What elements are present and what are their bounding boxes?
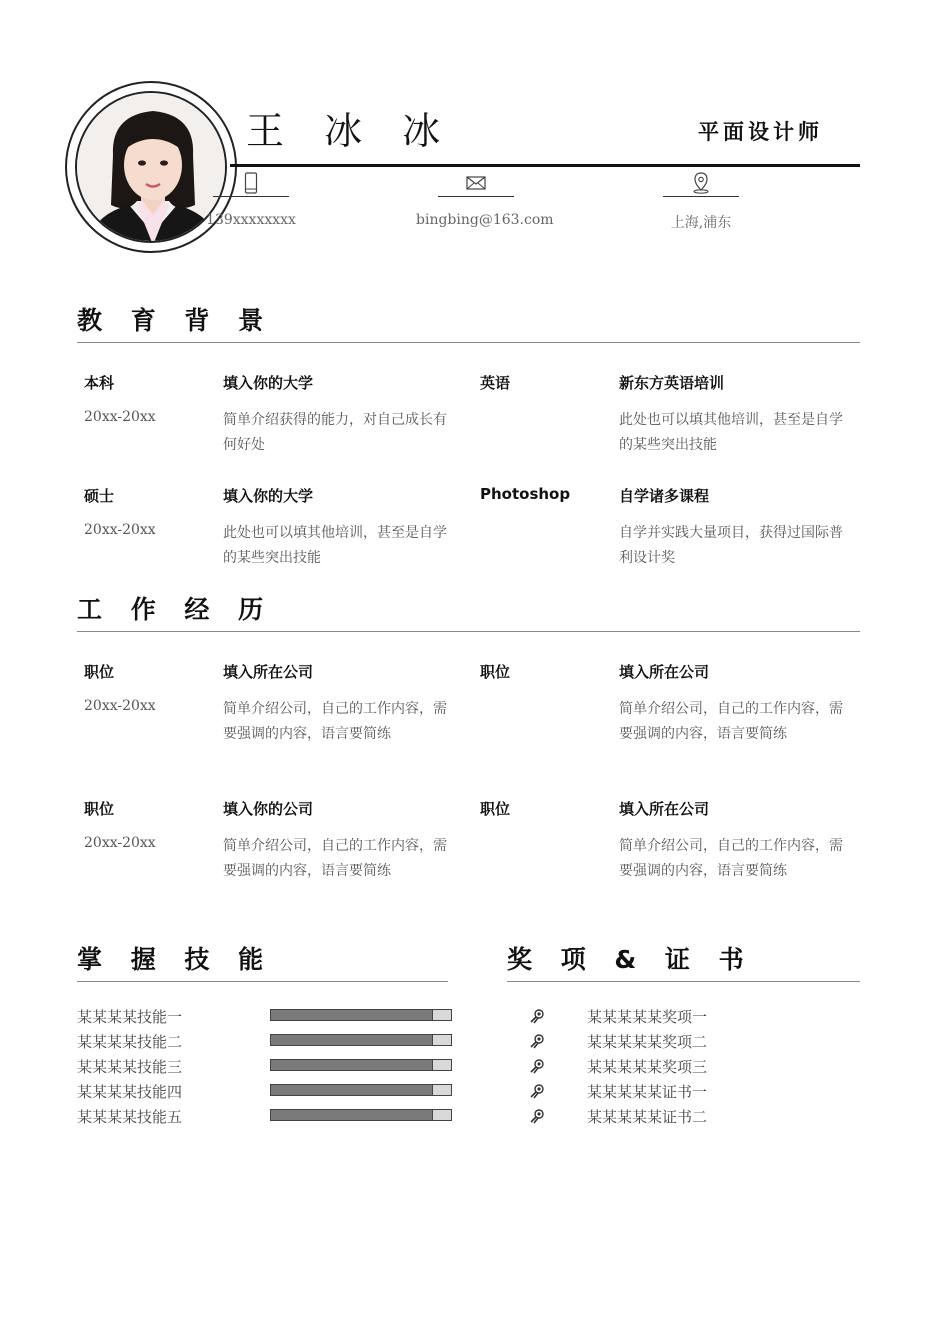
entry-description: 简单介绍公司，自己的工作内容，需要强调的内容，语言要简练 [223,838,447,879]
location-text: 上海,浦东 [670,215,732,231]
skill-label: 某某某某技能五 [77,1108,183,1126]
company-name: 填入所在公司 [619,800,710,818]
company-name: 填入你的公司 [223,800,314,818]
position-label: 职位 [480,663,511,681]
degree-label: 硕士 [84,487,115,505]
contact-location [641,172,761,232]
contact-phone [191,172,311,228]
company-name: 填入所在公司 [223,663,314,681]
entry-description: 此处也可以填其他培训，甚至是自学的某些突出技能 [619,412,843,453]
school-name: 新东方英语培训 [619,374,725,392]
skill-row [77,1106,457,1126]
skill-level-fill [271,1110,433,1120]
skills-divider [77,981,448,982]
awards-heading: 奖 项 & 证 书 [507,945,754,974]
work-divider [77,631,860,632]
entry-description: 简单介绍公司，自己的工作内容，需要强调的内容，语言要简练 [223,701,447,742]
mail-icon [416,172,536,196]
award-item [528,1056,858,1076]
award-text: 某某某某某证书一 [587,1083,708,1101]
work-heading: 工 作 经 历 [77,595,274,624]
skill-label: 某某某某技能四 [77,1083,183,1101]
skill-row [77,1081,457,1101]
company-name: 填入所在公司 [619,663,710,681]
skill-row [77,1006,457,1026]
skill-level-bar [270,1009,452,1021]
phone-icon [191,172,311,196]
skill-row [77,1031,457,1051]
location-pin-icon [641,172,761,196]
skill-level-fill [271,1085,433,1095]
school-name: 填入你的大学 [223,487,314,505]
entry-description: 简单介绍获得的能力，对自己成长有何好处 [223,412,447,453]
skill-level-bar [270,1034,452,1046]
award-text: 某某某某某奖项一 [587,1008,708,1026]
position-label: 职位 [84,663,115,681]
email-address: bingbing@163.com [416,212,554,228]
job-title: 平面设计师 [698,120,823,144]
skill-row [77,1056,457,1076]
skill-label: 某某某某技能二 [77,1033,183,1051]
medal-icon [528,1033,546,1049]
skills-heading: 掌 握 技 能 [77,945,274,974]
date-range: 20xx-20xx [84,522,156,538]
award-item [528,1081,858,1101]
skill-level-fill [271,1010,433,1020]
skill-level-bar [270,1084,452,1096]
position-label: 职位 [480,800,511,818]
education-divider [77,342,860,343]
awards-divider [507,981,860,982]
medal-icon [528,1008,546,1024]
date-range: 20xx-20xx [84,835,156,851]
skill-label: 某某某某技能三 [77,1058,183,1076]
award-text: 某某某某某奖项三 [587,1058,708,1076]
skill-label: 某某某某技能一 [77,1008,183,1026]
entry-description: 自学并实践大量项目，获得过国际普利设计奖 [619,525,843,566]
school-name: 自学诸多课程 [619,487,710,505]
entry-description: 简单介绍公司，自己的工作内容，需要强调的内容，语言要简练 [619,838,843,879]
award-text: 某某某某某证书二 [587,1108,708,1126]
skill-level-bar [270,1059,452,1071]
degree-label: Photoshop [480,485,571,503]
email-underline [438,196,514,197]
skill-level-bar [270,1109,452,1121]
skill-level-fill [271,1035,433,1045]
medal-icon [528,1108,546,1124]
award-item [528,1106,858,1126]
school-name: 填入你的大学 [223,374,314,392]
medal-icon [528,1083,546,1099]
degree-label: 本科 [84,374,115,392]
header-divider [230,164,860,167]
degree-label: 英语 [480,374,511,392]
date-range: 20xx-20xx [84,409,156,425]
position-label: 职位 [84,800,115,818]
skill-level-fill [271,1060,433,1070]
entry-description: 简单介绍公司，自己的工作内容，需要强调的内容，语言要简练 [619,701,843,742]
entry-description: 此处也可以填其他培训，甚至是自学的某些突出技能 [223,525,447,566]
date-range: 20xx-20xx [84,698,156,714]
medal-icon [528,1058,546,1074]
education-heading: 教 育 背 景 [77,306,274,335]
contact-email [416,172,554,228]
award-item [528,1006,858,1026]
phone-underline [213,196,289,197]
award-text: 某某某某某奖项二 [587,1033,708,1051]
award-item [528,1031,858,1051]
candidate-name: 王 冰 冰 [246,109,455,153]
phone-number: 139xxxxxxxx [206,212,296,228]
location-underline [663,196,739,197]
